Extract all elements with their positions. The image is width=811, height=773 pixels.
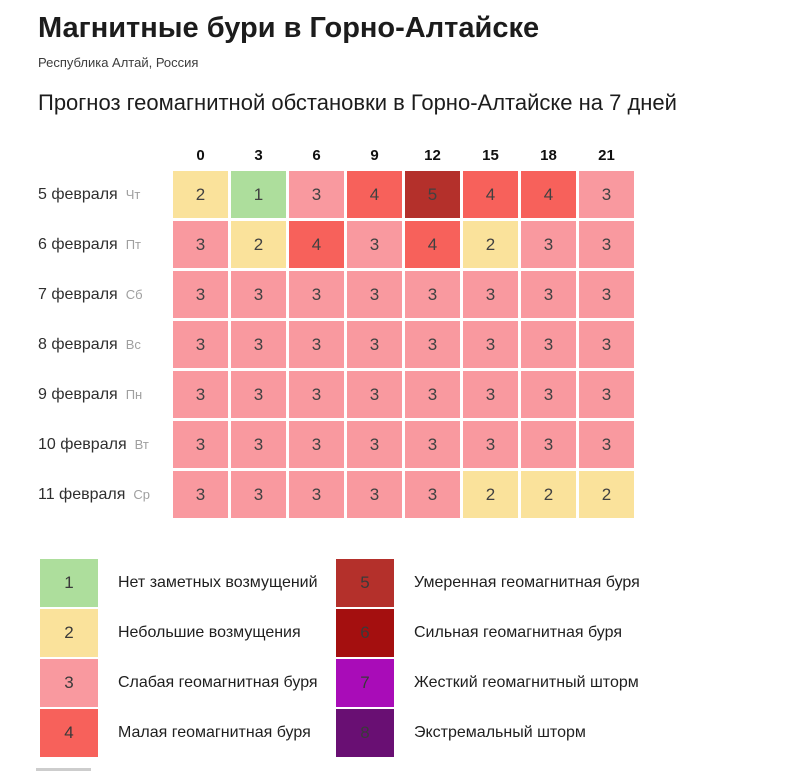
weekday-text: Вт: [134, 437, 149, 452]
date-text: 7 февраля: [38, 285, 118, 303]
hour-header: 0: [196, 147, 205, 164]
hour-header: 18: [540, 147, 557, 164]
legend-item: [336, 608, 640, 658]
forecast-cell: 4: [347, 171, 402, 218]
legend-swatch: 5: [336, 559, 394, 607]
forecast-cell: 2: [463, 471, 518, 518]
forecast-cell: 3: [463, 271, 518, 318]
grid-corner: [38, 144, 170, 168]
date-label: [38, 371, 170, 418]
weekday-text: Вс: [125, 337, 141, 352]
legend-label: Малая геомагнитная буря: [118, 724, 311, 741]
legend-item: [40, 708, 336, 758]
forecast-cell: 3: [289, 471, 344, 518]
forecast-cell: 3: [173, 421, 228, 468]
forecast-cell: 3: [521, 271, 576, 318]
weekday-text: Чт: [125, 187, 141, 202]
forecast-cell: 4: [289, 221, 344, 268]
date-text: 11 февраля: [38, 485, 126, 503]
weekday-text: Ср: [133, 487, 151, 502]
date-text: 6 февраля: [38, 235, 118, 253]
forecast-cell: 3: [173, 371, 228, 418]
legend-label: Нет заметных возмущений: [118, 574, 318, 591]
hour-header: 15: [482, 147, 499, 164]
forecast-cell: 3: [347, 321, 402, 368]
date-label: [38, 471, 170, 518]
forecast-cell: 4: [405, 221, 460, 268]
legend-swatch: 8: [336, 709, 394, 757]
bottom-divider: [36, 768, 91, 771]
forecast-cell: 3: [347, 221, 402, 268]
hour-header: 9: [370, 147, 379, 164]
forecast-cell: 3: [405, 371, 460, 418]
forecast-cell: 2: [579, 471, 634, 518]
date-label: [38, 321, 170, 368]
forecast-cell: 3: [231, 321, 286, 368]
forecast-cell: 3: [289, 421, 344, 468]
forecast-cell: 2: [231, 221, 286, 268]
forecast-cell: 3: [463, 321, 518, 368]
legend-item: [336, 708, 640, 758]
page-title: Магнитные бури в Горно-Алтайске: [38, 12, 540, 44]
date-text: 9 февраля: [38, 385, 118, 403]
hour-header: 12: [424, 147, 441, 164]
legend-swatch: 3: [40, 659, 98, 707]
date-text: 8 февраля: [38, 335, 118, 353]
forecast-heading: Прогноз геомагнитной обстановки в Горно-Алтайске на 7 дней: [38, 90, 677, 115]
legend-label: Умеренная геомагнитная буря: [414, 574, 640, 591]
forecast-cell: 3: [405, 271, 460, 318]
hour-header: 3: [254, 147, 263, 164]
forecast-cell: 3: [173, 221, 228, 268]
legend-item: [336, 558, 640, 608]
forecast-cell: 3: [231, 371, 286, 418]
forecast-cell: 3: [289, 171, 344, 218]
forecast-cell: 1: [231, 171, 286, 218]
legend-item: [40, 558, 336, 608]
forecast-cell: 3: [579, 271, 634, 318]
forecast-cell: 2: [521, 471, 576, 518]
hour-header: 6: [312, 147, 321, 164]
legend-column: [40, 558, 336, 758]
forecast-cell: 3: [231, 471, 286, 518]
forecast-cell: 3: [579, 171, 634, 218]
legend-label: Небольшие возмущения: [118, 624, 301, 641]
forecast-cell: 3: [347, 471, 402, 518]
date-label: [38, 421, 170, 468]
forecast-cell: 3: [173, 471, 228, 518]
page-subtitle: Республика Алтай, Россия: [38, 55, 199, 70]
date-text: 5 февраля: [38, 185, 118, 203]
forecast-cell: 3: [173, 321, 228, 368]
forecast-cell: 3: [579, 321, 634, 368]
forecast-cell: 3: [463, 421, 518, 468]
weekday-text: Пн: [125, 387, 143, 402]
forecast-cell: 3: [231, 271, 286, 318]
forecast-cell: 3: [173, 271, 228, 318]
forecast-cell: 3: [231, 421, 286, 468]
forecast-cell: 3: [521, 321, 576, 368]
legend-label: Экстремальный шторм: [414, 724, 586, 741]
forecast-cell: 3: [347, 421, 402, 468]
legend-label: Сильная геомагнитная буря: [414, 624, 622, 641]
legend-item: [336, 658, 640, 708]
date-label: [38, 171, 170, 218]
forecast-cell: 3: [521, 421, 576, 468]
legend-label: Жесткий геомагнитный шторм: [414, 674, 639, 691]
forecast-cell: 3: [347, 271, 402, 318]
date-label: [38, 271, 170, 318]
date-label: [38, 221, 170, 268]
legend-swatch: 7: [336, 659, 394, 707]
forecast-cell: 3: [405, 321, 460, 368]
forecast-cell: 5: [405, 171, 460, 218]
legend-swatch: 2: [40, 609, 98, 657]
legend-column: [336, 558, 640, 758]
forecast-cell: 3: [405, 471, 460, 518]
forecast-cell: 2: [173, 171, 228, 218]
forecast-cell: 3: [521, 371, 576, 418]
forecast-cell: 3: [289, 271, 344, 318]
legend-item: [40, 608, 336, 658]
forecast-cell: 3: [463, 371, 518, 418]
date-text: 10 февраля: [38, 435, 127, 453]
forecast-cell: 3: [579, 221, 634, 268]
forecast-cell: 3: [289, 321, 344, 368]
hour-header: 21: [598, 147, 615, 164]
legend-swatch: 4: [40, 709, 98, 757]
forecast-cell: 3: [405, 421, 460, 468]
kp-level-legend: [40, 558, 640, 758]
weekday-text: Пт: [125, 237, 142, 252]
forecast-cell: 4: [521, 171, 576, 218]
forecast-cell: 3: [521, 221, 576, 268]
legend-label: Слабая геомагнитная буря: [118, 674, 318, 691]
legend-swatch: 6: [336, 609, 394, 657]
forecast-cell: 3: [289, 371, 344, 418]
forecast-cell: 3: [579, 371, 634, 418]
legend-swatch: 1: [40, 559, 98, 607]
forecast-table: [38, 144, 634, 518]
forecast-cell: 4: [463, 171, 518, 218]
legend-item: [40, 658, 336, 708]
weekday-text: Сб: [125, 287, 143, 302]
forecast-cell: 3: [579, 421, 634, 468]
forecast-cell: 3: [347, 371, 402, 418]
forecast-cell: 2: [463, 221, 518, 268]
